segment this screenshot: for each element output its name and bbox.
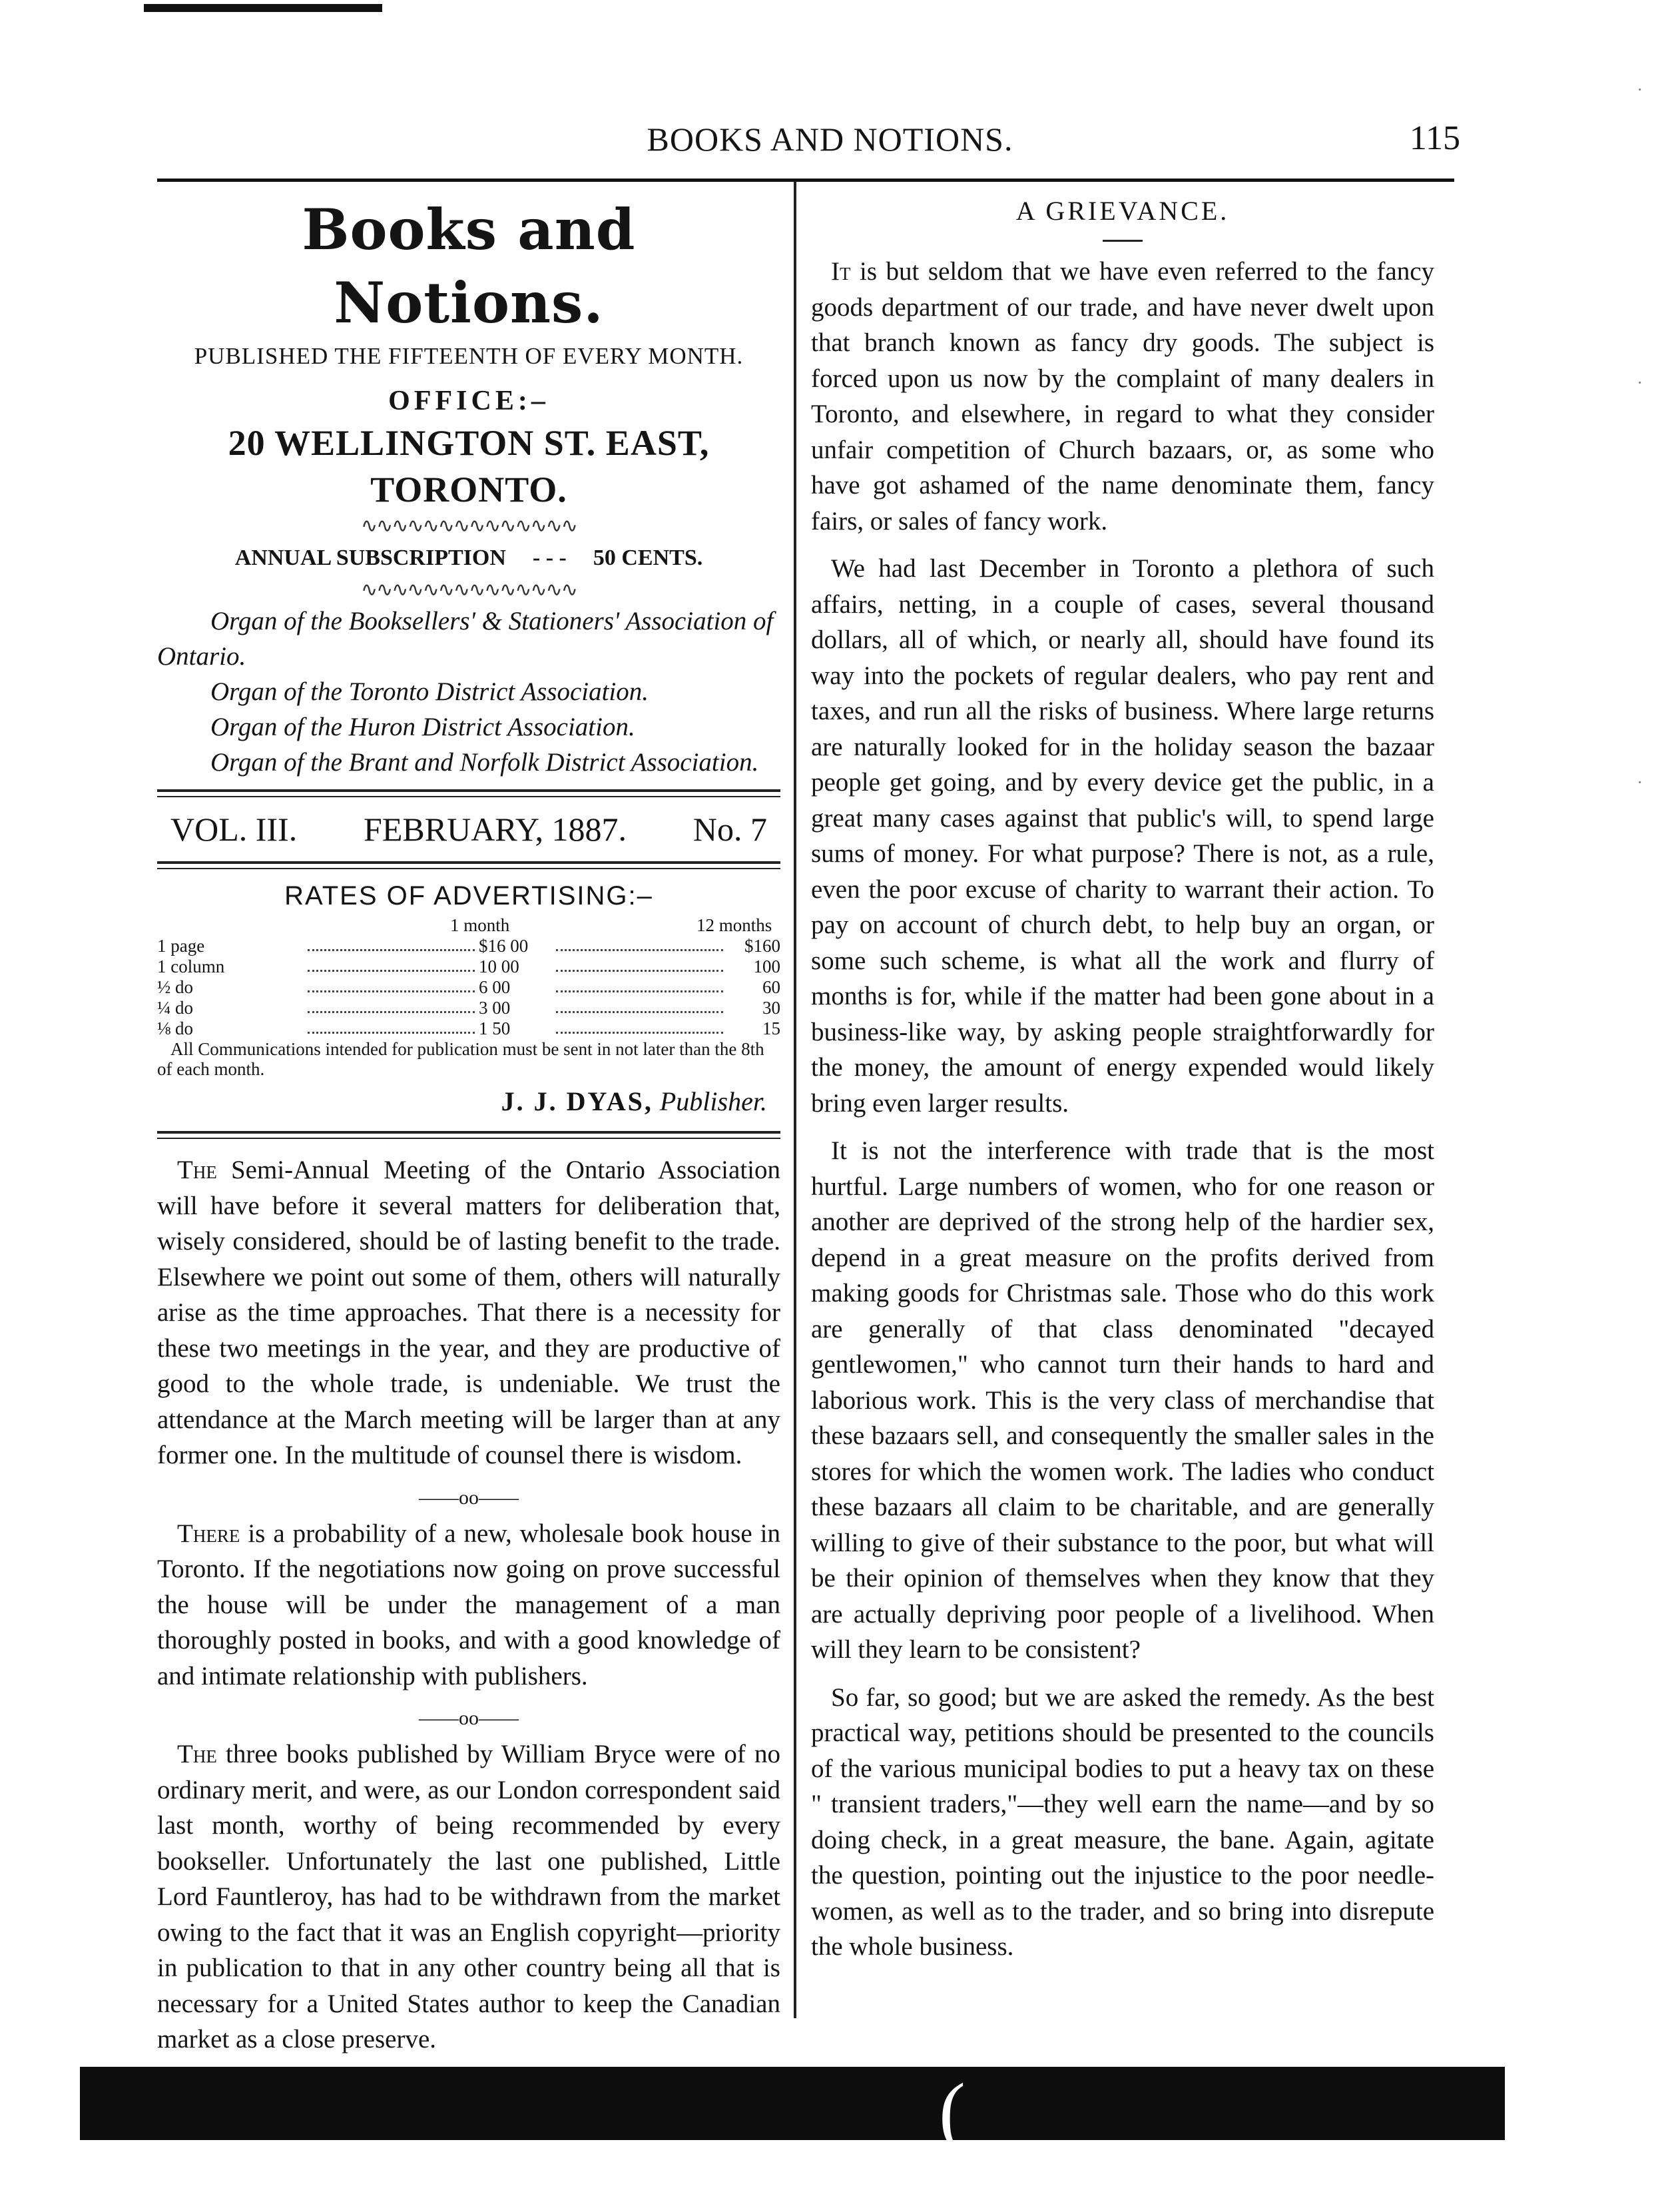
article-paragraph xyxy=(811,551,1434,1121)
leader-dots xyxy=(556,936,723,951)
article-title: A GRIEVANCE. xyxy=(1015,196,1230,226)
rate-label: 1 page xyxy=(157,936,205,956)
scan-mark: ( xyxy=(939,2067,966,2155)
double-rule xyxy=(157,1131,780,1139)
ornament-squiggle: ∿∿∿∿∿∿∿∿∿∿∿∿∿∿ xyxy=(361,514,577,537)
publisher-credit xyxy=(157,1082,780,1122)
issue-number: No. 7 xyxy=(692,810,767,848)
ornament-squiggle-2: ∿∿∿∿∿∿∿∿∿∿∿∿∿∿ xyxy=(361,578,577,601)
subscription-label: ANNUAL SUBSCRIPTION xyxy=(234,545,506,570)
issue-date: FEBRUARY, 1887. xyxy=(364,810,627,848)
organ-line: Organ of the Huron District Association. xyxy=(210,712,635,741)
issue-line xyxy=(157,807,780,852)
running-title: BOOKS AND NOTIONS. xyxy=(647,121,1013,158)
leader-dots xyxy=(556,956,723,972)
rate-12-months: 60 xyxy=(762,977,780,997)
double-rule xyxy=(157,861,780,869)
article-text: So far, so good; but we are asked the remedy. As the best practical way, petitions should be presented to the councils of the various municipal bodies to put a heavy tax on these " transient traders,"—they well earn the name—and by so doing check, in a great measure, the bane. Again, agitate the question, pointing out the injustice to the poor needle-women, as well as to the trader, and so bring into disrepute the whole business. xyxy=(811,1682,1434,1961)
article-text: It is not the interference with trade that is the most hurtful. Large numbers of women, who for one reason or another are deprived of the strong help of the hardier sex, depend in a great measure on the profits derived from making goods for Christmas sale. Those who do this work are generally of that class denominated "decayed gentlewomen," who cannot turn their hands to hard and laborious work. This is the very class of merchandise that these bazaars sell, and consequently the smaller sales in the stores for which the women work. The ladies who conduct these bazaars all claim to be charitable, and are generally willing to give of their substance to the poor, but what will be their opinion of themselves when they know that they are actually depriving poor people of a livelihood. When will they learn to be consistent? xyxy=(811,1136,1434,1664)
rates-col-12-months: 12 months xyxy=(696,915,772,935)
rate-row xyxy=(157,977,780,998)
bottom-scan-bar xyxy=(80,2067,1505,2140)
rate-1-month: 3 00 xyxy=(479,998,511,1018)
article-paragraph xyxy=(157,1516,780,1694)
edge-mark: · xyxy=(1637,773,1643,792)
issue-volume: VOL. III. xyxy=(170,810,298,848)
rate-row xyxy=(157,998,780,1018)
publisher-role: Publisher. xyxy=(659,1086,767,1116)
article-text: is but seldom that we have even referred to the fancy goods department of our trade, and have never dwelt upon that branch known as fancy dry goods. The subject is forced upon us now by the complaint of many dealers in Toronto, and elsewhere, in regard to what they consider unfair competition of Church bazaars, or, as some who have got ashamed of the name denominate them, fancy fairs, or sales of fancy work. xyxy=(811,257,1434,536)
lead-word: The xyxy=(177,1156,217,1184)
subscription-line xyxy=(157,540,780,577)
column-divider xyxy=(794,181,796,2018)
rate-1-month: 1 50 xyxy=(479,1018,511,1038)
leader-dots xyxy=(308,1018,475,1034)
rates-header xyxy=(157,915,780,936)
masthead-title: Books and Notions. xyxy=(302,196,636,336)
right-column xyxy=(811,193,1434,1977)
rate-row xyxy=(157,1018,780,1039)
article-text: Semi-Annual Meeting of the Ontario Association will have before it several matters for deliberation that, wisely considered, should be of lasting benefit to the trade. Elsewhere we point out some of them, others will naturally arise as the time approaches. That there is a necessity for these two meetings in the year, and they are productive of good to the whole trade, is undeniable. We trust the attendance at the March meeting will be larger than at any former one. In the multitude of counsel there is wisdom. xyxy=(157,1156,780,1469)
rate-12-months: 15 xyxy=(762,1018,780,1038)
left-column xyxy=(157,193,780,2064)
rate-12-months: 100 xyxy=(753,956,780,976)
rate-label: 1 column xyxy=(157,956,225,976)
rates-col-1-month: 1 month xyxy=(450,915,510,935)
rates-heading: RATES OF ADVERTISING:– xyxy=(284,881,653,911)
rate-row xyxy=(157,936,780,956)
edge-mark: · xyxy=(1637,80,1643,99)
article-text: is a probability of a new, wholesale book house in Toronto. If the negotiations now going on prove successful the house will be under the management of a man thoroughly posted in books, and with a good knowledge of and intimate relationship with publishers. xyxy=(157,1519,780,1690)
edge-mark: · xyxy=(1637,373,1643,392)
organ-line: Organ of the Toronto District Association. xyxy=(210,677,649,706)
leader-dots xyxy=(308,936,475,951)
rate-1-month: 6 00 xyxy=(479,977,511,997)
article-paragraph xyxy=(157,1736,780,2057)
leader-dots xyxy=(308,998,475,1013)
rate-label: ½ do xyxy=(157,977,193,997)
top-scan-bar xyxy=(144,4,382,12)
office-label: OFFICE:– xyxy=(388,386,549,416)
rate-12-months: 30 xyxy=(762,998,780,1018)
article-paragraph xyxy=(811,254,1434,539)
double-rule xyxy=(157,789,780,797)
rate-1-month: $16 00 xyxy=(479,936,529,956)
article-paragraph xyxy=(811,1133,1434,1668)
office-address: 20 WELLINGTON ST. EAST, TORONTO. xyxy=(228,422,710,510)
leader-dots xyxy=(308,977,475,992)
communications-notice: All Communications intended for publication must be sent in not later than the 8th of each month. xyxy=(157,1039,764,1079)
article-paragraph xyxy=(811,1680,1434,1965)
rate-row xyxy=(157,956,780,977)
article-paragraph xyxy=(157,1152,780,1473)
title-rule xyxy=(1103,240,1143,242)
publication-schedule: PUBLISHED THE FIFTEENTH OF EVERY MONTH. xyxy=(194,343,744,369)
subscription-dashes: - - - xyxy=(532,545,567,570)
lead-word: It xyxy=(831,257,851,286)
page-number: 115 xyxy=(1409,119,1460,157)
publisher-name: J. J. DYAS, xyxy=(501,1086,653,1116)
section-separator: ——oo—— xyxy=(419,1486,519,1509)
header-rule xyxy=(157,179,1454,182)
organ-list xyxy=(157,603,780,780)
rate-1-month: 10 00 xyxy=(479,956,519,976)
section-separator: ——oo—— xyxy=(419,1707,519,1729)
lead-word: The xyxy=(177,1740,217,1768)
article-text: We had last December in Toronto a plethora of such affairs, netting, in a couple of cases, several thousand dollars, all of which, or nearly all, should have found its way into the pockets of regular dealers, who pay rent and taxes, and run all the risks of business. Where large returns are naturally looked for in the holiday season the bazaar people get going, and by every device get the public, in a great many cases against that public's will, to spend large sums of money. For what purpose? There is not, as a rule, even the poor excuse of charity to warrant their action. To pay on account of church debt, to help buy an organ, or some such scheme, is what all the work and flurry of months is for, while if the matter had been gone about in a business-like way, by asking people straightforwardly for the money, the amount of energy expended would likely bring even larger results. xyxy=(811,554,1434,1118)
leader-dots xyxy=(556,998,723,1013)
subscription-price: 50 CENTS. xyxy=(593,545,703,570)
leader-dots xyxy=(556,1018,723,1034)
rate-label: ⅛ do xyxy=(157,1018,193,1038)
leader-dots xyxy=(308,956,475,972)
article-text: three books published by William Bryce were of no ordinary merit, and were, as our London correspondent said last month, worthy of being recommended by every bookseller. Unfortunately the last one published, Little Lord Fauntleroy, has had to be withdrawn from the market owing to the fact that it was an English copyright—priority in publication to that in any other country being all that is necessary for a United States author to keep the Canadian market as a close preserve. xyxy=(157,1740,780,2053)
lead-word: There xyxy=(177,1519,240,1548)
rates-table xyxy=(157,915,780,1079)
organ-line: Organ of the Brant and Norfolk District Association. xyxy=(210,747,759,777)
rate-12-months: $160 xyxy=(744,936,780,956)
rate-label: ¼ do xyxy=(157,998,193,1018)
organ-line: Organ of the Booksellers' & Stationers' Association of Ontario. xyxy=(157,606,774,671)
leader-dots xyxy=(556,977,723,992)
